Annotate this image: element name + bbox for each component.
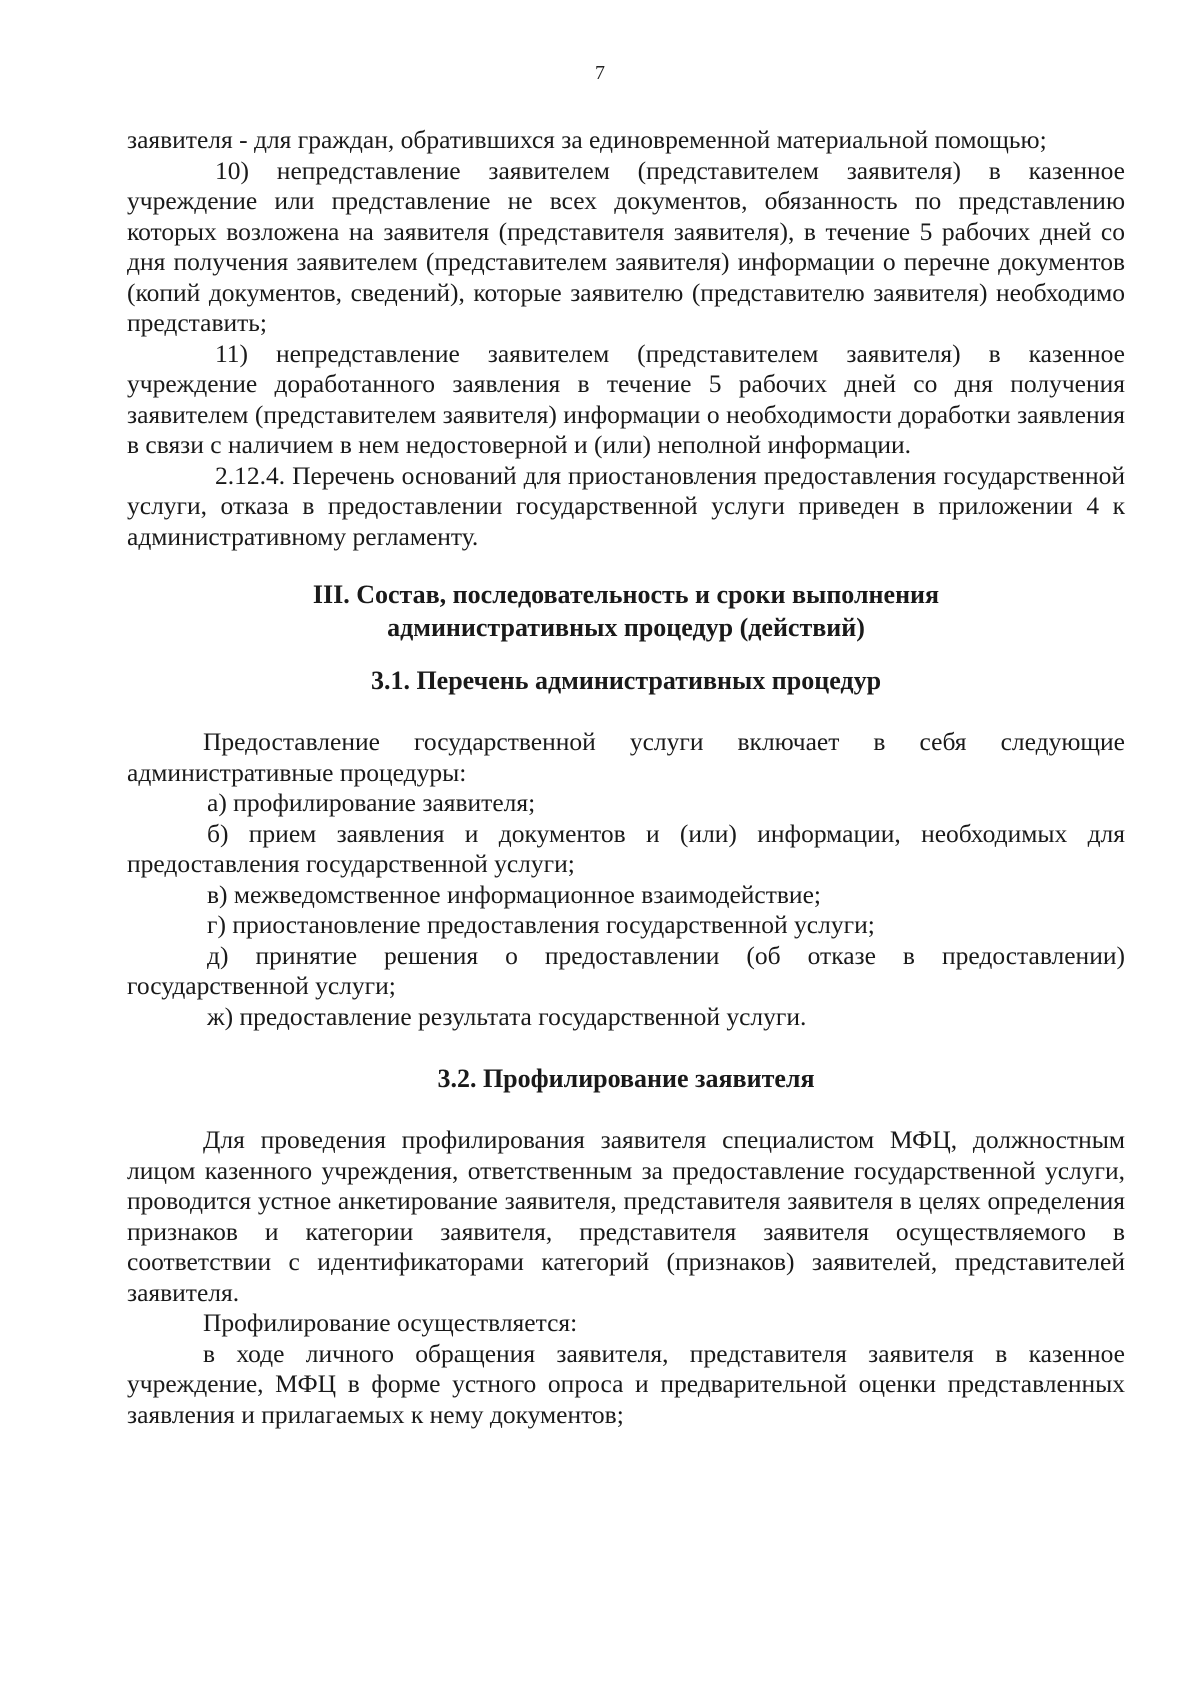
paragraph-continuation: заявителя - для граждан, обратившихся за единовременной материальной помощью; — [127, 125, 1047, 154]
section-3-1-intro: Предоставление государственной услуги включает в себя следующие административные процедуры: — [127, 727, 1125, 787]
procedure-item-g: г) приостановление предоставления государственной услуги; — [207, 910, 875, 939]
procedure-item-a: а) профилирование заявителя; — [207, 788, 536, 817]
section-3-heading-line1: III. Состав, последовательность и сроки выполнения — [312, 580, 940, 609]
document-body — [127, 125, 1125, 1430]
section-3-1-heading: 3.1. Перечень административных процедур — [370, 666, 882, 695]
section-3-2-paragraph: Профилирование осуществляется: — [203, 1308, 578, 1337]
procedure-item-b: б) прием заявления и документов и (или) информации, необходимых для предоставления государственной услуги; — [127, 818, 1125, 878]
section-3-heading-line2: административных процедур (действий) — [387, 613, 865, 642]
page-number: 7 — [595, 62, 605, 84]
procedure-item-d: д) принятие решения о предоставлении (об отказе в предоставлении) государственной услуги; — [127, 940, 1125, 1000]
section-3-2-heading: 3.2. Профилирование заявителя — [437, 1064, 815, 1093]
paragraph-item-11: 11) непредставление заявителем (представителем заявителя) в казенное учреждение доработанного заявления в течение 5 рабочих дней со дня получения заявителем (представителем заявителя) информации о необходимости доработки заявления в связи с наличием в нем недостоверной и (или) неполной информации. — [127, 338, 1125, 459]
procedure-item-zh: ж) предоставление результата государственной услуги. — [207, 1001, 807, 1031]
section-3-heading — [127, 578, 1125, 644]
paragraph-2-12-4: 2.12.4. Перечень оснований для приостановления предоставления государственной услуги, отказа в предоставлении государственной услуги приведен в приложении 4 к административному регламенту. — [127, 460, 1125, 551]
section-3-2-paragraph: в ходе личного обращения заявителя, представителя заявителя в казенное учреждение, МФЦ в форме устного опроса и предварительной оценки представленных заявления и прилагаемых к нему документов; — [127, 1338, 1125, 1429]
paragraph-item-10: 10) непредставление заявителем (представителем заявителя) в казенное учреждение или представление не всех документов, обязанность по представлению которых возложена на заявителя (представителя заявителя), в течение 5 рабочих дней со дня получения заявителем (представителем заявителя) информации о перечне документов (копий документов, сведений), которые заявителю (представителю заявителя) необходимо представить; — [127, 155, 1125, 337]
section-3-2-paragraph: Для проведения профилирования заявителя специалистом МФЦ, должностным лицом казенного учреждения, ответственным за предоставление государственной услуги, проводится устное анкетирование заявителя, представителя заявителя в целях определения признаков и категории заявителя, представителя заявителя осуществляемого в соответствии с идентификаторами категорий (признаков) заявителей, представителей заявителя. — [127, 1125, 1125, 1307]
procedure-item-v: в) межведомственное информационное взаимодействие; — [207, 879, 821, 909]
